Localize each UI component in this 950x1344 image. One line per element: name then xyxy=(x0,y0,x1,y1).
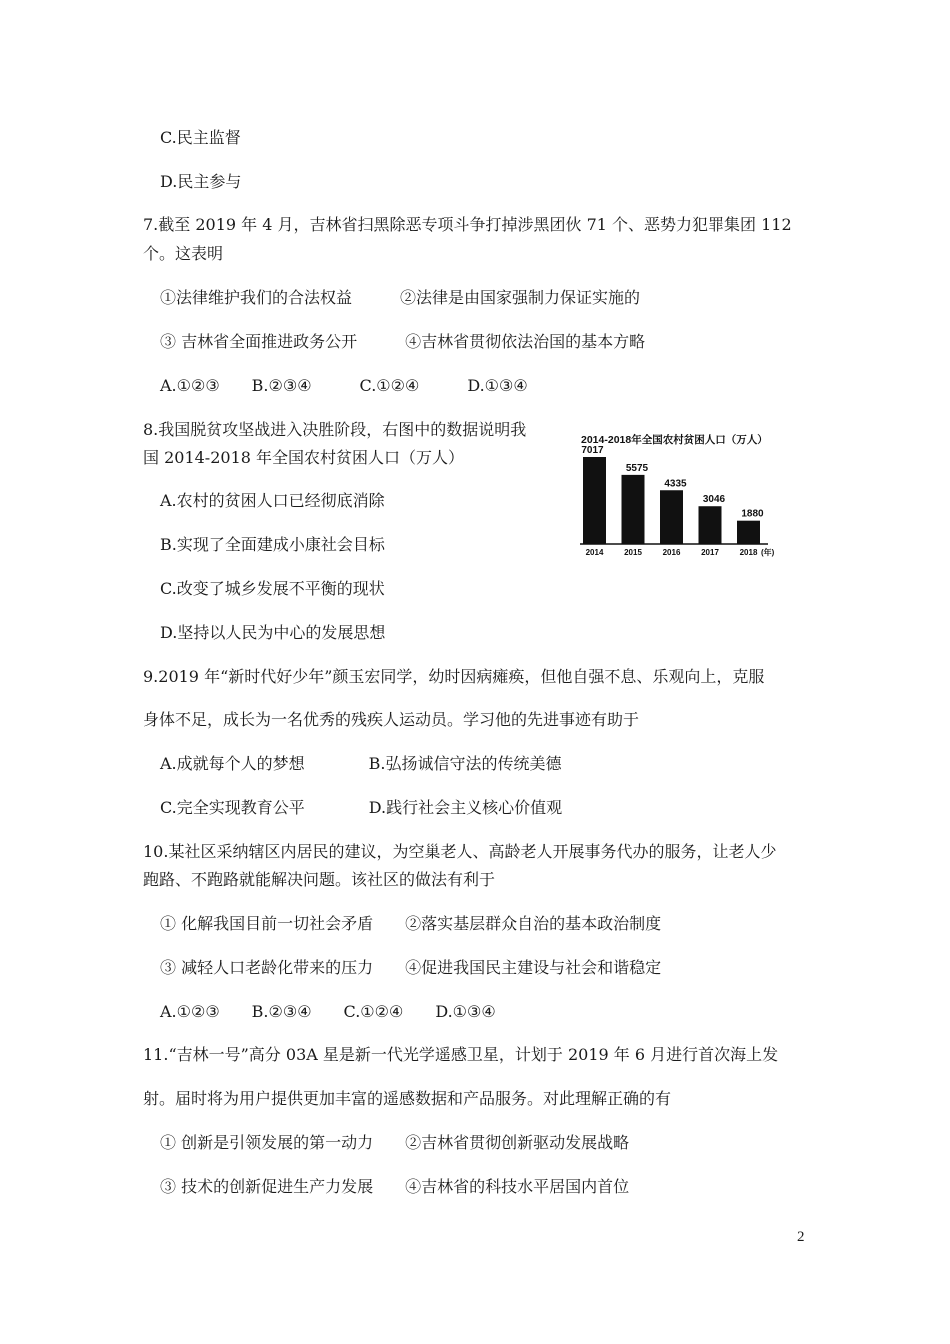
x-axis-unit: (年) xyxy=(761,548,775,557)
q11-stem-2: 射。届时将为用户提供更加丰富的遥感数据和产品服务。对此理解正确的有 xyxy=(143,1089,672,1108)
q7-items-1: ①法律维护我们的合法权益 ②法律是由国家强制力保证实施的 xyxy=(160,288,641,307)
q10-items-2: ③ 减轻人口老龄化带来的压力 ④促进我国民主建设与社会和谐稳定 xyxy=(160,958,662,977)
data-label-2017: 3046 xyxy=(702,494,726,506)
q7-stem-1: 7.截至 2019 年 4 月，吉林省扫黑除恶专项斗争打掉涉黑团伙 71 个、恶势力犯罪集团 112 xyxy=(143,215,792,234)
q8-opt-d: D.坚持以人民为中心的发展思想 xyxy=(160,623,386,642)
chart-title: 2014-2018年全国农村贫困人口（万人） xyxy=(581,434,768,446)
q9-stem-1: 9.2019 年“新时代好少年”颜玉宏同学，幼时因病瘫痪，但他自强不息、乐观向上，克服 xyxy=(143,667,765,686)
q10-stem-1: 10.某社区采纳辖区内居民的建议，为空巢老人、高龄老人开展事务代办的服务，让老人少 xyxy=(143,842,777,861)
q9-stem-2: 身体不足，成长为一名优秀的残疾人运动员。学习他的先进事迹有助于 xyxy=(143,710,640,729)
q9-choices-1: A.成就每个人的梦想 B.弘扬诚信守法的传统美德 xyxy=(160,754,562,773)
q8-stem-2: 国 2014-2018 年全国农村贫困人口（万人） xyxy=(143,448,465,467)
q10-stem-2: 跑路、不跑路就能解决问题。该社区的做法有利于 xyxy=(143,870,496,889)
q9-choices-2: C.完全实现教育公平 D.践行社会主义核心价值观 xyxy=(160,798,563,817)
q11-stem-1: 11.“吉林一号”高分 03A 星是新一代光学遥感卫星，计划于 2019 年 6 月进行首次海上发 xyxy=(143,1045,779,1064)
q10-choices: A.①②③ B.②③④ C.①②④ D.①③④ xyxy=(160,1002,496,1021)
data-label-2015: 5575 xyxy=(625,462,649,474)
x-tick-2017: 2017 xyxy=(701,548,719,557)
q11-items-1: ① 创新是引领发展的第一动力 ②吉林省贯彻创新驱动发展战略 xyxy=(160,1133,630,1152)
data-label-2014: 7017 xyxy=(581,445,604,456)
q8-opt-a: A.农村的贫困人口已经彻底消除 xyxy=(160,491,385,510)
q11-items-2: ③ 技术的创新促进生产力发展 ④吉林省的科技水平居国内首位 xyxy=(160,1177,630,1196)
x-tick-2016: 2016 xyxy=(662,548,681,557)
q8-stem-1: 8.我国脱贫攻坚战进入决胜阶段，右图中的数据说明我 xyxy=(143,420,527,439)
page-number: 2 xyxy=(797,1229,805,1245)
poverty-bar-chart xyxy=(578,429,788,564)
data-label-2016: 4335 xyxy=(664,478,687,490)
x-tick-2015: 2015 xyxy=(624,548,642,557)
q8-opt-b: B.实现了全面建成小康社会目标 xyxy=(160,535,385,554)
bar-2015 xyxy=(622,475,645,544)
q10-items-1: ① 化解我国目前一切社会矛盾 ②落实基层群众自治的基本政治制度 xyxy=(160,914,662,933)
x-tick-2018: 2018 xyxy=(739,548,758,557)
x-tick-2014: 2014 xyxy=(585,548,604,557)
q8-opt-c: C.改变了城乡发展不平衡的现状 xyxy=(160,579,385,598)
bar-2014 xyxy=(583,457,606,544)
q6-opt-d: D.民主参与 xyxy=(160,172,242,191)
data-label-2018: 1880 xyxy=(741,508,764,520)
bar-2016 xyxy=(660,490,683,544)
q7-stem-2: 个。这表明 xyxy=(143,244,224,263)
bar-2018 xyxy=(737,521,760,544)
q7-items-2: ③ 吉林省全面推进政务公开 ④吉林省贯彻依法治国的基本方略 xyxy=(160,332,646,351)
bar-2017 xyxy=(699,506,722,544)
q7-choices: A.①②③ B.②③④ C.①②④ D.①③④ xyxy=(160,376,528,395)
q6-opt-c: C.民主监督 xyxy=(160,128,241,147)
